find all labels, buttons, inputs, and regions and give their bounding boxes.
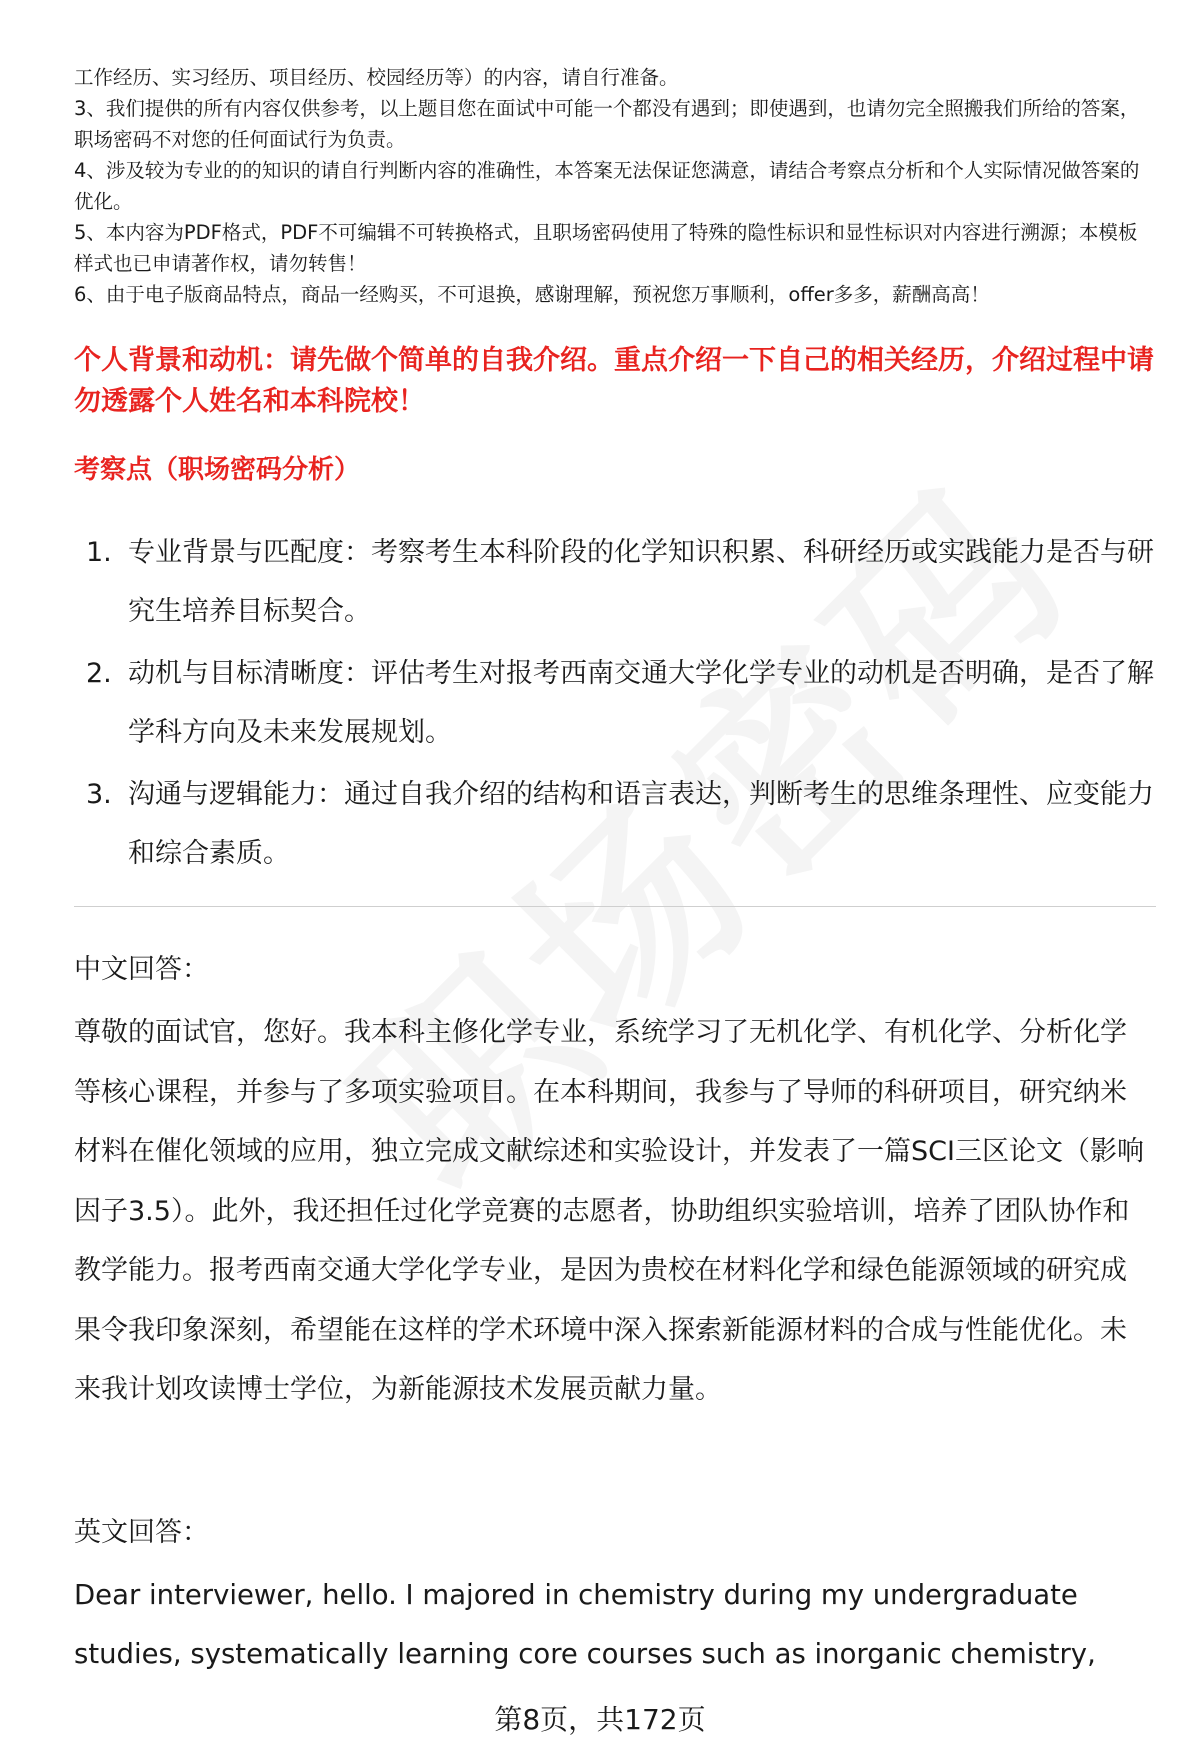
note-line: 工作经历、实习经历、项目经历、校园经历等）的内容，请自行准备。	[74, 66, 679, 89]
analysis-points	[86, 523, 1156, 886]
point-text: 沟通与逻辑能力：通过自我介绍的结构和语言表达，判断考生的思维条理性、应变能力和综合素质。	[128, 779, 1154, 869]
question-title: 个人背景和动机：请先做个简单的自我介绍。重点介绍一下自己的相关经历，介绍过程中请勿透露个人姓名和本科院校！	[74, 345, 1154, 417]
point-number: 3.	[86, 779, 112, 810]
analysis-point	[86, 765, 1156, 883]
note-line: 5、本内容为PDF格式，PDF不可编辑不可转换格式，且职场密码使用了特殊的隐性标识和显性标识对内容进行溯源；本模板样式也已申请著作权，请勿转售！	[74, 221, 1138, 275]
english-answer-label: 英文回答：	[74, 1517, 209, 1548]
note-line: 4、涉及较为专业的的知识的请自行判断内容的准确性，本答案无法保证您满意，请结合考察点分析和个人实际情况做答案的优化。	[74, 159, 1140, 213]
analysis-point	[86, 523, 1156, 641]
point-text: 专业背景与匹配度：考察考生本科阶段的化学知识积累、科研经历或实践能力是否与研究生培养目标契合。	[128, 537, 1154, 627]
point-number: 2.	[86, 658, 112, 689]
english-answer: Dear interviewer, hello. I majored in chemistry during my undergraduate studies, systematically learning core courses such as inorganic chemistry,	[74, 1579, 1096, 1670]
notes-section	[74, 62, 1154, 310]
point-number: 1.	[86, 537, 112, 568]
analysis-point	[86, 644, 1156, 762]
page-number: 第8页，共172页	[494, 1703, 706, 1736]
note-line: 3、我们提供的所有内容仅供参考，以上题目您在面试中可能一个都没有遇到；即使遇到，也请勿完全照搬我们所给的答案，职场密码不对您的任何面试行为负责。	[74, 97, 1140, 151]
chinese-answer: 尊敬的面试官，您好。我本科主修化学专业，系统学习了无机化学、有机化学、分析化学等核心课程，并参与了多项实验项目。在本科期间，我参与了导师的科研项目，研究纳米材料在催化领域的应用，独立完成文献综述和实验设计，并发表了一篇SCI三区论文（影响因子3.5）。此外，我还担任过化学竞赛的志愿者，协助组织实验培训，培养了团队协作和教学能力。报考西南交通大学化学专业，是因为贵校在材料化学和绿色能源领域的研究成果令我印象深刻，希望能在这样的学术环境中深入探索新能源材料的合成与性能优化。未来我计划攻读博士学位，为新能源技术发展贡献力量。	[74, 1017, 1144, 1405]
note-line: 6、由于电子版商品特点，商品一经购买，不可退换，感谢理解，预祝您万事顺利，offer多多，薪酬高高！	[74, 283, 990, 306]
point-text: 动机与目标清晰度：评估考生对报考西南交通大学化学专业的动机是否明确，是否了解学科方向及未来发展规划。	[128, 658, 1154, 748]
section-divider	[74, 906, 1156, 907]
analysis-heading: 考察点（职场密码分析）	[74, 455, 361, 485]
chinese-answer-label: 中文回答：	[74, 954, 209, 985]
